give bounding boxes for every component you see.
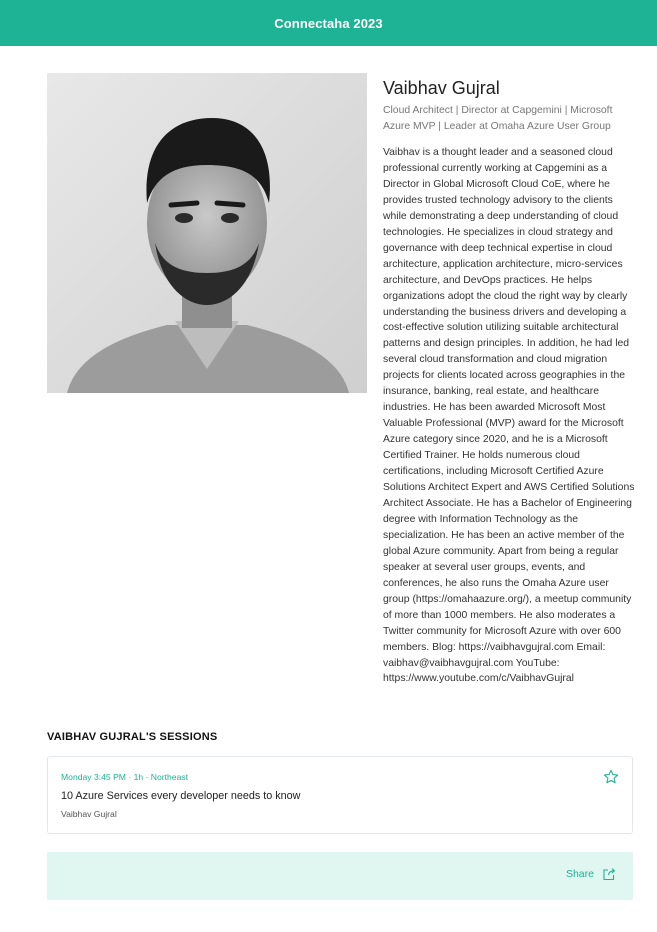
app-title: Connectaha 2023 (274, 15, 383, 31)
speaker-name: Vaibhav Gujral (383, 78, 500, 98)
speaker-bio: Vaibhav is a thought leader and a seasoned cloud professional currently working at Capgemini as a Director in Global Microsoft Cloud CoE, where he provides trusted technology advisory to the clients while demonstrating a deep understanding of cloud technologies. He specializes in cloud strategy and governance with deep technical expertise in cloud architecture, application architecture, micro-services architecture, and DevOps practices. He helps organizations adopt the cloud the right way by clearly understanding the business drivers and developing a cost-effective solution utilizing suitable architectural patterns and design principles. In addition, he had led several cloud transformation and cloud migration projects for clients located across geographies in the insurance, banking, real estate, and healthcare industries. He has been awarded Microsoft Most Valuable Professional (MVP) award for the Microsoft Azure category since 2020, and he is a Microsoft Certified Trainer. He holds numerous cloud certifications, including Microsoft Certified Azure Solutions Architect Expert and AWS Certified Solutions Architect Associate. He has a Bachelor of Engineering degree with Information Technology as the specialization. He has been an active member of the global Azure community. Apart from being a regular speaker at several user groups, events, and conferences, he also runs the Omaha Azure user group (https://omahaazure.org/), a meetup community of more than 1000 members. He also moderates a Twitter community for Microsoft Azure with over 600 members. Blog: https://vaibhavgujral.com Email: vaibhav@vaibhavgujral.com YouTube: https://www.youtube.com/c/VaibhavGujral (383, 147, 635, 685)
sessions-heading: VAIBHAV GUJRAL'S SESSIONS (47, 731, 218, 743)
speaker-photo (47, 73, 367, 393)
favorite-star-icon[interactable] (603, 769, 619, 785)
share-bar (47, 852, 633, 900)
session-meta: Monday 3:45 PM · 1h · Northeast (61, 772, 189, 782)
share-icon (602, 867, 616, 881)
session-speaker: Vaibhav Gujral (61, 809, 117, 819)
speaker-info (383, 76, 635, 687)
share-button[interactable] (566, 867, 616, 881)
speaker-tagline: Cloud Architect | Director at Capgemini | Microsoft Azure MVP | Leader at Omaha Azure User Group (383, 105, 613, 132)
session-card[interactable] (47, 756, 633, 834)
share-label: Share (565, 868, 594, 880)
session-title[interactable]: 10 Azure Services every developer needs to know (61, 790, 301, 802)
app-header (0, 0, 657, 46)
